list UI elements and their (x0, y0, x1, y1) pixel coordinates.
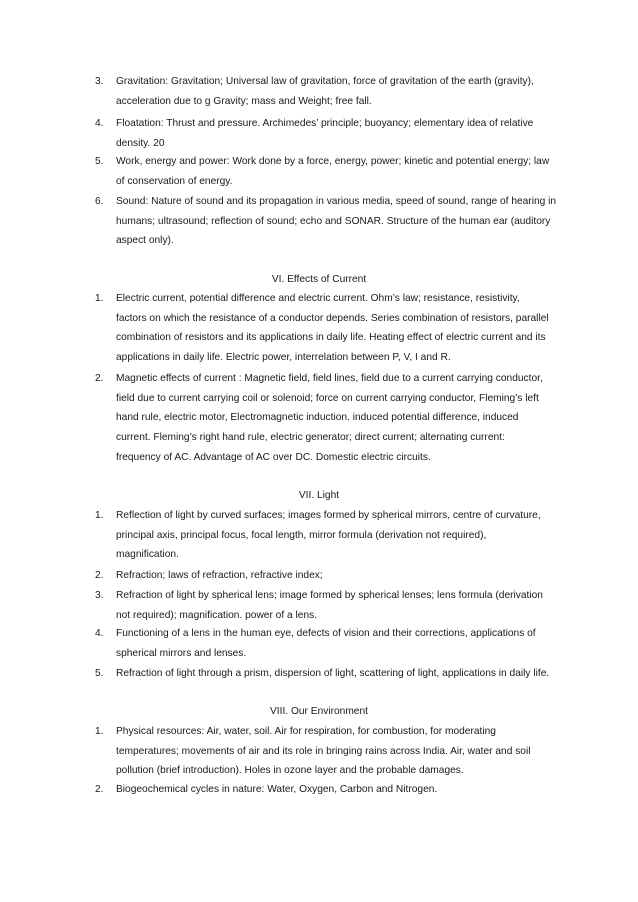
item-text (116, 506, 566, 565)
section-heading: VI. Effects of Current (271, 274, 367, 285)
item-line: frequency of AC. Advantage of AC over DC. Domestic electric circuits. (116, 451, 431, 463)
item-line: acceleration due to g Gravity; mass and Weight; free fall. (116, 95, 372, 107)
item-number: 1. (95, 726, 104, 737)
item-text (116, 72, 566, 111)
item-number: 5. (95, 156, 104, 167)
item-line: Reflection of light by curved surfaces; images formed by spherical mirrors, centre of curvature, (116, 510, 541, 521)
item-line: aspect only). (116, 235, 174, 247)
item-line: Biogeochemical cycles in nature: Water, Oxygen, Carbon and Nitrogen. (116, 784, 438, 795)
section-heading: VII. Light (298, 490, 340, 501)
item-line: density. 20 (116, 137, 165, 149)
item-line: magnification. (116, 549, 179, 561)
item-number: 1. (95, 293, 104, 304)
item-text (116, 780, 566, 800)
item-number: 2. (95, 570, 104, 581)
item-number: 2. (95, 784, 104, 795)
item-line: pollution (brief introduction). Holes in ozone layer and the probable damages. (116, 765, 464, 777)
item-line: spherical mirrors and lenses. (116, 647, 247, 659)
item-text (116, 152, 566, 191)
item-line: Refraction of light through a prism, dispersion of light, scattering of light, applications in daily life. (116, 668, 550, 679)
item-number: 6. (95, 196, 104, 207)
item-line: hand rule, electric motor, Electromagnetic induction. induced potential difference, induced (116, 412, 519, 424)
item-text (116, 192, 566, 251)
item-text (116, 664, 566, 684)
item-line: applications in daily life. Electric power, interrelation between P, V, I and R. (116, 352, 451, 364)
item-number: 5. (95, 668, 104, 679)
item-text (116, 624, 566, 663)
section-heading: VIII. Our Environment (270, 706, 368, 717)
item-line: Physical resources: Air, water, soil. Air for respiration, for combustion, for moderating (116, 726, 496, 737)
item-text (116, 369, 566, 468)
item-number: 3. (95, 590, 104, 601)
item-number: 3. (95, 76, 104, 87)
item-line: current. Fleming’s right hand rule, electric generator; direct current; alternating current: (116, 432, 505, 444)
item-line: of conservation of energy. (116, 175, 233, 187)
item-text (116, 114, 566, 153)
item-line: not required); magnification. power of a lens. (116, 609, 318, 621)
item-line: Floatation: Thrust and pressure. Archimedes’ principle; buoyancy; elementary idea of relative (116, 118, 534, 129)
item-line: Work, energy and power: Work done by a force, energy, power; kinetic and potential energy; law (116, 156, 550, 167)
item-line: factors on which the resistance of a conductor depends. Series combination of resistors, parallel (116, 312, 549, 324)
item-text (116, 289, 566, 368)
item-line: field due to current carrying coil or solenoid; force on current carrying conductor, Fleming’s left (116, 392, 539, 404)
item-line: Refraction; laws of refraction, refractive index; (116, 570, 323, 581)
item-text (116, 586, 566, 625)
item-line: Refraction of light by spherical lens; image formed by spherical lenses; lens formula (derivation (116, 590, 543, 601)
item-line: temperatures; movements of air and its role in bringing rains across India. Air, water and soil (116, 745, 531, 757)
item-line: Sound: Nature of sound and its propagation in various media, speed of sound, range of hearing in (116, 196, 557, 207)
item-line: Functioning of a lens in the human eye, defects of vision and their corrections, applications of (116, 628, 536, 639)
item-number: 1. (95, 510, 104, 521)
item-line: Gravitation: Gravitation; Universal law of gravitation, force of gravitation of the earth (gravity), (116, 76, 534, 87)
item-number: 4. (95, 118, 104, 129)
item-number: 4. (95, 628, 104, 639)
item-number: 2. (95, 373, 104, 384)
item-line: combination of resistors and its applications in daily life. Heating effect of electric current and its (116, 332, 546, 344)
item-text (116, 566, 566, 586)
item-line: Electric current, potential difference and electric current. Ohm’s law; resistance, resistivity, (116, 293, 520, 304)
item-line: humans; ultrasound; reflection of sound; echo and SONAR. Structure of the human ear (auditory (116, 215, 551, 227)
item-line: Magnetic effects of current : Magnetic field, field lines, field due to a current carrying conductor, (116, 373, 543, 384)
item-line: principal axis, principal focus, focal length, mirror formula (derivation not required), (116, 529, 487, 541)
item-text (116, 722, 566, 781)
